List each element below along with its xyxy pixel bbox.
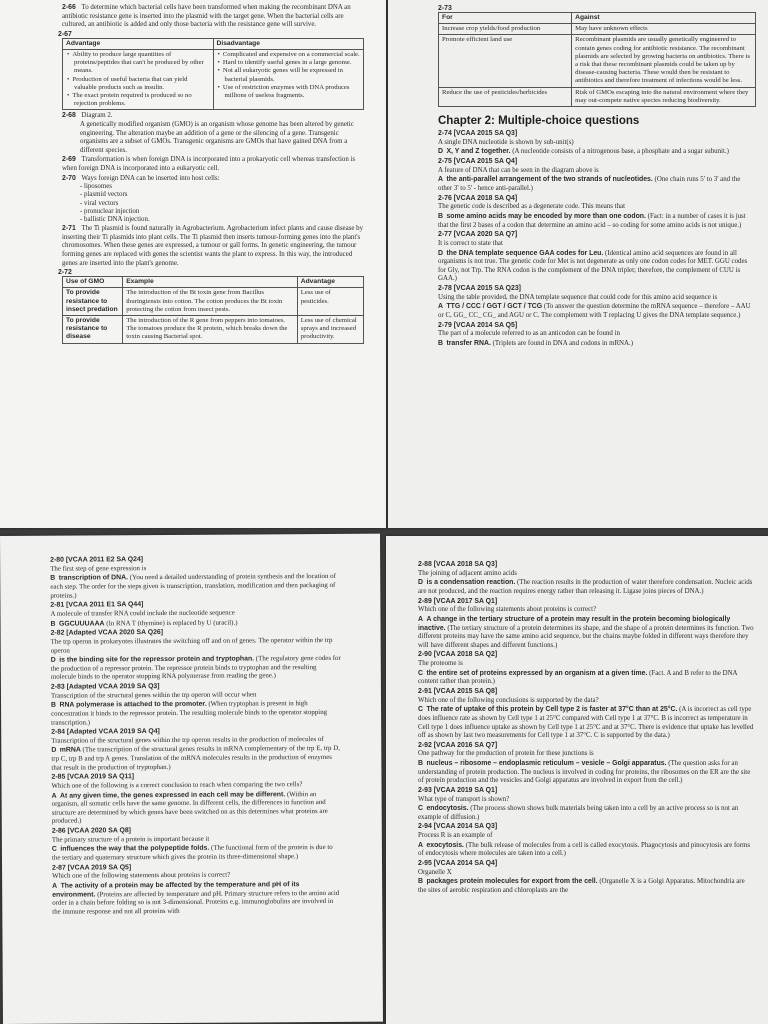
table-header: Example	[123, 277, 298, 288]
page-top-left	[0, 0, 386, 528]
list-item: • Hard to identify useful genes in a large genome.	[225, 59, 361, 67]
question-number: 2-69	[62, 156, 76, 164]
table-header: Disadvantage	[213, 38, 364, 49]
table-header: Against	[572, 13, 756, 24]
list-item: • Production of useful bacteria that can yield valuable products such as insulin.	[74, 76, 210, 92]
answer-text: The Ti plasmid is found naturally in Agrobacterium. Agrobacterium infect plants and cause disease by inserting their Ti plasmids into plant cells. The Ti plasmid then inserts tumour-forming genes into the plant's chromosomes. When these genes are expressed, a tumour or gall forms. In genetic engineering, the tumour forming genes are replaced with genes the scientist wants the plant to express. In this way, the introduced genes are inserted into the plant's genome.	[62, 225, 364, 267]
page-bottom-left	[0, 534, 383, 1024]
content-column	[58, 4, 364, 344]
mcq-item: 2-77 [VCAA 2020 SA Q7] It is correct to state that D the DNA template sequence GAA codes for Leu. (Identical amino acid sequences are found in all organisms is not true. The genetic code for Met is not degenerate as only one codon codes for MET. GGU codes for Gly, not Trp. The RNA codon is the complement of the DNA triplet; therefore, the complement of CUU is GAA.)	[438, 231, 748, 283]
mcq-item: 2-86 [VCAA 2020 SA Q8] The primary structure of a protein is important because it C influences the way that the polypeptide folds. (The functional form of the protein is due to the tertiary and quaternary structure which gives the protein its three-dimensional shape.)	[51, 827, 333, 862]
list-item: • Not all eukaryotic genes will be expressed in bacterial plasmids.	[225, 67, 361, 83]
table-header: Advantage	[63, 38, 214, 49]
advantages-cell	[63, 49, 214, 109]
mcq-item: 2-94 [VCAA 2014 SA Q3] Process R is an example of A exocytosis. (The bulk release of molecules from a cell is called exocytosis. Phagocytosis and pinocytosis are forms of endocytosis where molecules are taken into a cell.)	[418, 823, 751, 858]
table-row: To provide resistance to disease The introduction of the R gene from peppers into tomatoes. The tomatoes produce the R protein, which breaks down the toxin causing Bacterial spot. Less use of chemical sprays and increased productivity.	[63, 315, 364, 343]
list-item: • The exact protein required is produced so no rejection problems.	[74, 92, 210, 108]
table-header: Use of GMO	[63, 277, 123, 288]
mcq-item: 2-75 [VCAA 2015 SA Q4] A feature of DNA that can be seen in the diagram above is A the anti-parallel arrangement of the two strands of nucleotides. (One chain runs 5' to 3' and the other 3' to 5' - hence anti-parallel.)	[438, 158, 741, 192]
page-top-right	[388, 0, 768, 528]
question-number: 2-72	[58, 269, 72, 277]
mcq-item: 2-79 [VCAA 2014 SA Q5] The part of a molecule referred to as an anticodon can be found in B transfer RNA. (Triplets are found in DNA and codons in mRNA.)	[438, 321, 634, 347]
mcq-item: 2-78 [VCAA 2015 SA Q23] Using the table provided, the DNA template sequence that could code for this amino acid sequence is A TTG / CCC / GGT / GCT / TCG (To answer the question determine the mRNA sequence – therefore – AAU or C, GG_ CC_ CG_ and AGU or C. The complement with T replacing U gives the DNA template sequence.)	[438, 284, 751, 319]
mcq-item: 2-85 [VCAA 2019 SA Q11] Which one of the following is a correct conclusion to reach when comparing the two cells? A At any given time, the genes expressed in each cell may be different. (Within an organism, all somatic cells have the same genome. In different cells, the differences in function and structure are determined by which genes have been switched on as this determines what proteins are produced.)	[51, 773, 328, 826]
mcq-item: 2-83 [Adapted VCAA 2019 SA Q3] Transcription of the structural genes within the trp operon will occur when B RNA polymerase is attached to the promoter. (When tryptophan is present in high concentration it binds to the repressor protein. The resulting molecule binds to the operator stopping transcription.)	[50, 682, 328, 727]
answer-text: To determine which bacterial cells have been transformed when making the recombinant DNA an antibiotic resistance gene is inserted into the plasmid with the target gene. When the bacterial cells are cultured, an antibiotic is added and only those bacteria with the resistance gene will survive.	[62, 4, 351, 29]
table-2-67	[62, 38, 364, 111]
content-column	[50, 554, 342, 917]
page-bottom-right	[386, 536, 768, 1024]
question-number: 2-68	[62, 112, 76, 120]
table-header: For	[439, 13, 572, 24]
list-item: - liposomes	[80, 183, 112, 191]
mcq-item: 2-87 [VCAA 2019 SA Q5] Which one of the following statements about proteins is correct? A The activity of a protein may be affected by the temperature and pH of its environment. (Proteins are affected by temperature and pH. Primary structure refers to the amino acid order in a chain before folding so is not 3-dimensional. Proteins e.g. immunoglobulins are involved in the immune response and not all proteins with	[52, 863, 340, 916]
table-2-72	[62, 276, 364, 343]
content-column	[418, 560, 754, 896]
mcq-item: 2-93 [VCAA 2019 SA Q1] What type of transport is shown? C endocytosis. (The process shown shows bulk materials being taken into a cell by an active process so is not an example of diffusion.)	[418, 786, 739, 821]
question-2-70	[62, 175, 364, 225]
answer-text: Transformation is when foreign DNA is incorporated into a prokaryotic cell whereas transfection is when foreign DNA is incorporated into a eukaryotic cell.	[62, 156, 356, 172]
question-2-66	[62, 4, 364, 30]
table-header: Advantage	[297, 277, 363, 288]
mcq-item: 2-91 [VCAA 2015 SA Q8] Which one of the following conclusions is supported by the data? C The rate of uptake of this protein by Cell type 2 is faster at 37°C than at 25°C. (A is incorrect as cell type does influence rate as shown by Cell type 1 at 25°C compared with Cell type 1 at 37°C. B is incorrect as temperature in Cell type 1 does influence uptake as shown by Cell type 1 at 25°C and at 37°C. There is evidence that uptake has levelled off as shown by last two measurements for Cell type 1 at 37°C. C is supported by the data.)	[418, 687, 754, 740]
list-item: - viral vectors	[80, 199, 119, 207]
table-row: To provide resistance to insect predation The introduction of the Bt toxin gene from Bacillus thuringiensis into cotton. The cotton produces the Bt toxin protecting the cotton from insect pests. Less use of pesticides.	[63, 288, 364, 316]
list-item: - plasmid vectors	[80, 191, 128, 199]
chapter-title: Chapter 2: Multiple-choice questions	[438, 115, 640, 128]
mcq-item: 2-92 [VCAA 2016 SA Q7] One pathway for the production of protein for these junctions is B nucleus – ribosome – endoplasmic reticulum – vesicle – Golgi apparatus. (The question asks for an understanding of protein production. The nucleus is involved in coding for proteins, the ribosomes on the ER are the site of protein production and the vesicles and Golgi apparatus are involved in export from the cell.)	[418, 741, 751, 785]
table-row: Promote efficient land use Recombinant plasmids are usually genetically engineered to contain genes coding for antibiotic resistance. The recombinant plasmids are selected by growing bacteria on antibiotics. There is a risk that these recombinant plasmids could be taken up by disease-causing bacteria. These would then be resistant to antibiotics and therefore treatment of infections would be less.	[439, 35, 756, 87]
table-row: Reduce the use of pesticides/herbicides Risk of GMOs escaping into the natural environment where they may out-compete native species reducing biodiversity.	[439, 87, 756, 106]
answer-text: A genetically modified organism (GMO) is an organism whose genome has been altered by genetic engineering. The alteration maybe an addition of a gene or the silencing of a gene. Transgenic organisms are a subset of GMOs. Transgenic organisms are GMOs that have gained DNA from a different species.	[80, 121, 354, 154]
list-item: • Ability to produce large quantities of proteins/peptides that can't be produced by other means.	[74, 51, 210, 76]
mcq-item: 2-88 [VCAA 2018 SA Q3] The joining of adjacent amino acids D is a condensation reaction. (The reaction results in the production of water therefore condensation. Nucleic acids are not produced, and the reaction requires energy rather than releasing it. Ligase joins pieces of DNA.)	[418, 561, 753, 595]
answer-text: Diagram 2.	[81, 112, 113, 120]
question-number: 2-71	[62, 225, 76, 233]
disadvantages-cell	[213, 49, 364, 109]
table-2-73	[438, 12, 756, 107]
question-number: 2-73	[438, 5, 452, 12]
mcq-item: 2-81 [VCAA 2011 E1 SA Q44] A molecule of transfer RNA could include the nucleotide sequence B GGCUUUAAA (In RNA T (thymine) is replaced by U (uracil).)	[50, 601, 238, 628]
question-number: 2-66	[62, 4, 76, 11]
question-number: 2-70	[62, 174, 76, 182]
question-2-68	[62, 112, 364, 155]
question-number: 2-67	[58, 30, 72, 38]
question-2-71	[62, 225, 364, 268]
mcq-item: 2-95 [VCAA 2014 SA Q4] Organelle X B packages protein molecules for export from the cell. (Organelle X is a Golgi Apparatus. Mitochondria are the sites of aerobic respiration and chloroplasts are the	[418, 860, 745, 894]
list-item: • Use of restriction enzymes with DNA produces millions of useless fragments.	[225, 84, 361, 100]
mcq-item: 2-80 [VCAA 2011 E2 SA Q24] The first step of gene expression is B transcription of DNA. (You need a detailed understanding of protein synthesis and the location of each step. The order for the steps given is transcription, translation, modification and then packaging of proteins.)	[50, 556, 336, 600]
list-item: - pronuclear injection	[80, 207, 140, 215]
question-2-69	[62, 156, 364, 173]
mcq-item: 2-89 [VCAA 2017 SA Q1] Which one of the following statements about proteins is correct? A A change in the tertiary structure of a protein may result in the protein becoming biologically inactive. (The tertiary structure of a protein determines its shape, and the shape of a protein determines its function. Two different proteins may have the same amino acid sequence, but the chains maybe folded in different ways therefore they will have different shapes and different functions.)	[418, 597, 754, 649]
mcq-item: 2-76 [VCAA 2018 SA Q4] The genetic code is described as a degenerate code. This means that B some amino acids may be encoded by more than one codon. (Fact: in a number of cases it is just that the first 2 bases of a codon that determine an amino acid – so coding for some amino acids is not unique.)	[438, 194, 746, 229]
mcq-item: 2-90 [VCAA 2018 SA Q2] The proteome is C the entire set of proteins expressed by an organism at a given time. (Fact. A and B refer to the DNA content rather than protein.)	[418, 651, 738, 686]
list-item: • Complicated and expensive on a commercial scale.	[225, 51, 361, 59]
table-row: Increase crop yields/food production May have unknown effects	[439, 24, 756, 35]
mcq-item: 2-84 [Adapted VCAA 2019 SA Q4] Transcription of the structural genes within the trp operon results in the production of molecules of D mRNA (The transcription of the structural genes results in mRNA complementary of the trp E, trp D, trp C, trp B and trp A genes. Translation of the mRNA molecules results in the production of enzymes that result in the production of tryptophan.)	[51, 728, 340, 772]
content-column	[438, 5, 756, 349]
mcq-item: 2-82 [Adapted VCAA 2020 SA Q26] The trp operon in prokaryotes illustrates the switching off and on of genes. The operator within the trp operon D is the binding site for the repressor protein and tryptophan. (The regulatory gene codes for the production of a repressor protein. The repressor protein binds to tryptophan and the resulting molecule binds to the operator stopping RNA polymerase from reading the gene.)	[50, 629, 341, 682]
answer-text: Ways foreign DNA can be inserted into host cells:	[81, 174, 220, 182]
list-item: - ballistic DNA injection.	[80, 215, 150, 223]
mcq-item: 2-74 [VCAA 2015 SA Q3] A single DNA nucleotide is shown by sub-unit(s) D X, Y and Z together. (A nucleotide consists of a nitrogenous base, a phosphate and a sugar subunit.)	[438, 130, 729, 156]
